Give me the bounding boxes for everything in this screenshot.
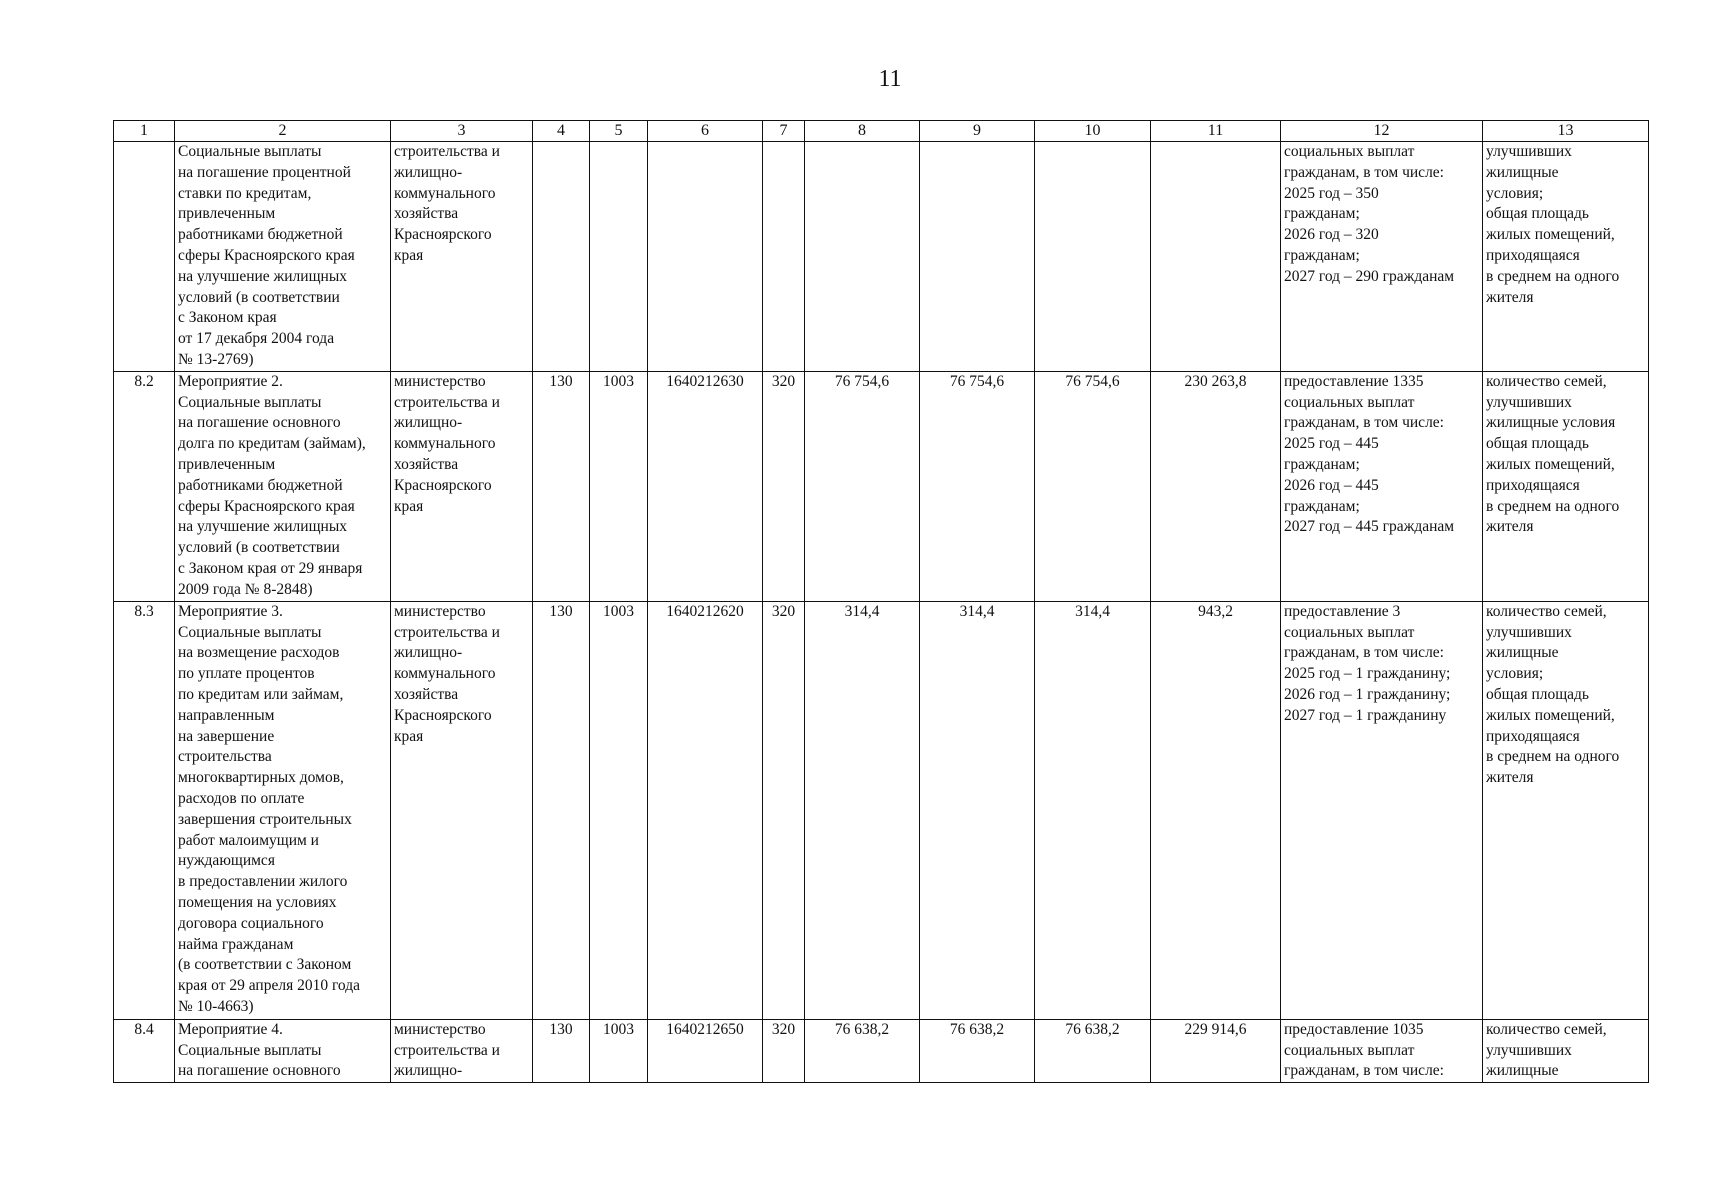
cell-2027: 76 638,2 (1035, 1019, 1151, 1082)
measure-name: Социальные выплаты на погашение процентной ставки по кредитам, привлеченным работниками бюджетной сферы Красноярского края на улучшение жилищных условий (в соответствии с Законом края от 17 декабря 2004 года № 13-2769) (175, 142, 391, 372)
row-number: 8.4 (114, 1019, 175, 1082)
cell-2026 (920, 142, 1035, 372)
row-number: 8.3 (114, 601, 175, 1019)
header-cell: 9 (920, 121, 1035, 142)
header-cell: 6 (648, 121, 763, 142)
cell-grbs: 130 (533, 601, 590, 1019)
cell-vr (763, 142, 805, 372)
cell-2026: 76 638,2 (920, 1019, 1035, 1082)
page-number: 11 (878, 66, 902, 92)
responsible-org: министерство строительства и жилищно- (391, 1019, 533, 1082)
indicator: количество семей, улучшивших жилищные условия общая площадь жилых помещений, приходящаяся в среднем на одного жителя (1483, 371, 1649, 601)
header-cell: 5 (590, 121, 648, 142)
cell-2025: 314,4 (805, 601, 920, 1019)
header-cell: 1 (114, 121, 175, 142)
table-row (114, 601, 1649, 1019)
cell-total: 229 914,6 (1151, 1019, 1281, 1082)
expected-result: предоставление 1035 социальных выплат гражданам, в том числе: (1281, 1019, 1483, 1082)
responsible-org: министерство строительства и жилищно- коммунального хозяйства Красноярского края (391, 601, 533, 1019)
cell-vr: 320 (763, 371, 805, 601)
cell-vr: 320 (763, 601, 805, 1019)
cell-vr: 320 (763, 1019, 805, 1082)
measure-name: Мероприятие 2. Социальные выплаты на погашение основного долга по кредитам (займам), привлеченным работниками бюджетной сферы Красноярского края на улучшение жилищных условий (в соответствии с Законом края от 29 января 2009 года № 8-2848) (175, 371, 391, 601)
expected-result: социальных выплат гражданам, в том числе: 2025 год – 350 гражданам; 2026 год – 320 гражданам; 2027 год – 290 гражданам (1281, 142, 1483, 372)
cell-rzpr: 1003 (590, 601, 648, 1019)
cell-2026: 76 754,6 (920, 371, 1035, 601)
measure-name: Мероприятие 3. Социальные выплаты на возмещение расходов по уплате процентов по кредитам или займам, направленным на завершение строительства многоквартирных домов, расходов по оплате завершения строительных работ малоимущим и нуждающимся в предоставлении жилого помещения на условиях договора социального найма гражданам (в соответствии с Законом края от 29 апреля 2010 года № 10-4663) (175, 601, 391, 1019)
cell-grbs (533, 142, 590, 372)
cell-csr (648, 142, 763, 372)
cell-2025: 76 754,6 (805, 371, 920, 601)
budget-table (113, 120, 1649, 1083)
row-number: 8.2 (114, 371, 175, 601)
expected-result: предоставление 1335 социальных выплат гражданам, в том числе: 2025 год – 445 гражданам; 2026 год – 445 гражданам; 2027 год – 445 гражданам (1281, 371, 1483, 601)
cell-2025: 76 638,2 (805, 1019, 920, 1082)
responsible-org: министерство строительства и жилищно- коммунального хозяйства Красноярского края (391, 371, 533, 601)
indicator: количество семей, улучшивших жилищные условия; общая площадь жилых помещений, приходящаяся в среднем на одного жителя (1483, 601, 1649, 1019)
cell-total: 943,2 (1151, 601, 1281, 1019)
cell-csr: 1640212620 (648, 601, 763, 1019)
header-cell: 11 (1151, 121, 1281, 142)
header-row (114, 121, 1649, 142)
cell-csr: 1640212650 (648, 1019, 763, 1082)
expected-result: предоставление 3 социальных выплат гражданам, в том числе: 2025 год – 1 гражданину; 2026 год – 1 гражданину; 2027 год – 1 гражданину (1281, 601, 1483, 1019)
cell-grbs: 130 (533, 1019, 590, 1082)
cell-rzpr (590, 142, 648, 372)
cell-rzpr: 1003 (590, 1019, 648, 1082)
header-cell: 12 (1281, 121, 1483, 142)
responsible-org: строительства и жилищно- коммунального хозяйства Красноярского края (391, 142, 533, 372)
header-cell: 7 (763, 121, 805, 142)
header-cell: 4 (533, 121, 590, 142)
table-row (114, 142, 1649, 372)
header-cell: 3 (391, 121, 533, 142)
header-cell: 2 (175, 121, 391, 142)
cell-grbs: 130 (533, 371, 590, 601)
cell-rzpr: 1003 (590, 371, 648, 601)
cell-2027 (1035, 142, 1151, 372)
header-cell: 10 (1035, 121, 1151, 142)
table-row (114, 1019, 1649, 1082)
cell-total: 230 263,8 (1151, 371, 1281, 601)
cell-2025 (805, 142, 920, 372)
indicator: улучшивших жилищные условия; общая площадь жилых помещений, приходящаяся в среднем на одного жителя (1483, 142, 1649, 372)
row-number (114, 142, 175, 372)
cell-csr: 1640212630 (648, 371, 763, 601)
cell-total (1151, 142, 1281, 372)
cell-2026: 314,4 (920, 601, 1035, 1019)
indicator: количество семей, улучшивших жилищные (1483, 1019, 1649, 1082)
cell-2027: 76 754,6 (1035, 371, 1151, 601)
header-cell: 8 (805, 121, 920, 142)
cell-2027: 314,4 (1035, 601, 1151, 1019)
table-row (114, 371, 1649, 601)
header-cell: 13 (1483, 121, 1649, 142)
measure-name: Мероприятие 4. Социальные выплаты на погашение основного (175, 1019, 391, 1082)
